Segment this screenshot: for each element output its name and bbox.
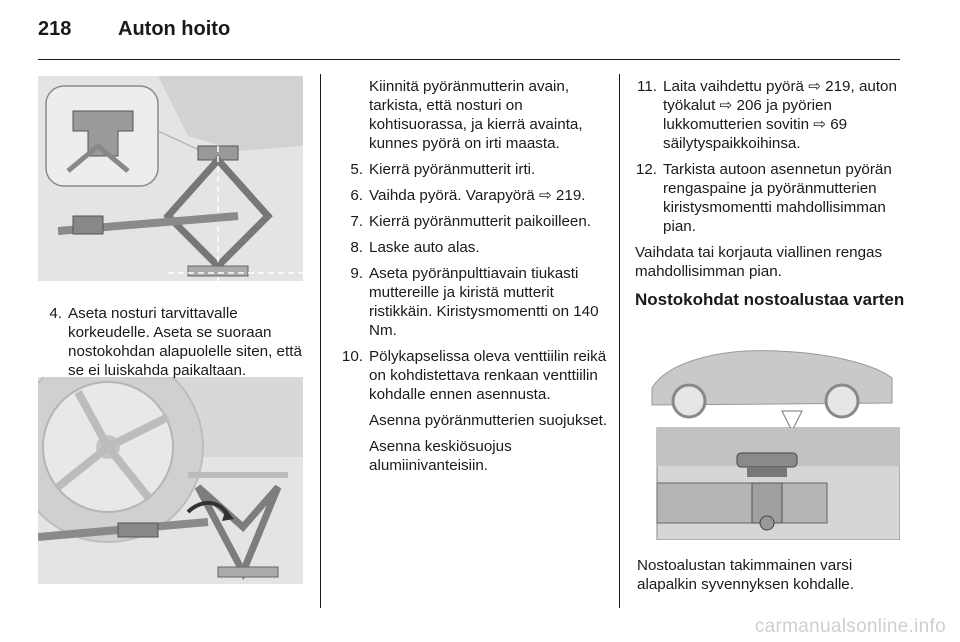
watermark: carmanualsonline.info [754,616,946,637]
figure-jack-under-wheel [38,377,303,584]
figure-lift-point [637,333,900,540]
lift-point-illustration [637,333,900,540]
jack-wheel-illustration [38,377,303,584]
item-text: Vaihda pyörä. Varapyörä ⇨ 219. [369,187,586,204]
column-1 [38,304,310,387]
chapter-title: Auton hoito [118,18,231,40]
paragraph: Vaihdata tai korjauta viallinen rengas mahdollisimman pian. [635,244,883,280]
list-item [627,160,907,236]
item-number: 10. [341,348,363,365]
figure-caption: Nostoalustan takimmainen varsi alapalkin syvennyksen kohdalle. [637,557,854,593]
item-number: 8. [350,239,363,256]
item-number: 4. [49,305,62,322]
item-text: Aseta pyöränpulttiavain tiukasti muttereille ja kiristä mutterit ristikkäin. Kiristysmomentti on 140 Nm. [369,265,599,339]
item-text: Kierrä pyöränmutterit irti. [369,161,536,178]
item-number: 9. [350,265,363,282]
item-text: Kierrä pyöränmutterit paikoilleen. [369,213,592,230]
list-item [38,304,310,380]
sub-paragraph: Asenna pyöränmutterien suojukset. [369,412,608,429]
item-number: 12. [635,161,657,178]
intro-paragraph: Kiinnitä pyöränmutterin avain, tarkista, että nosturi on kohtisuorassa, ja kierrä avainta, kunnes pyörä on irti maasta. [369,78,583,152]
column-divider-1 [320,74,321,608]
section-heading: Nostokohdat nostoalustaa varten [635,290,905,309]
list-item [333,238,611,257]
item-text: Tarkista autoon asennetun pyörän rengaspaine ja pyöränmutterien kiristysmomentti mahdollisimman pian. [663,161,892,235]
column-divider-2 [619,74,620,608]
item-text: Aseta nosturi tarvittavalle korkeudelle. Aseta se suoraan nostokohdan alapuolelle siten, että se ei luiskahda paikaltaan. [68,305,302,379]
list-item [333,186,611,205]
item-number: 7. [350,213,363,230]
item-text: Laita vaihdettu pyörä ⇨ 219, auton työkalut ⇨ 206 ja pyörien lukkomutterien sovitin ⇨ 69 säilytyspaikkoihinsa. [663,78,897,152]
column-2 [333,77,611,482]
page-number: 218 [38,18,72,40]
item-number: 11. [637,78,657,95]
list-item [333,212,611,231]
item-text: Pölykapselissa oleva venttiilin reikä on kohdistettava renkaan venttiilin kohdalle ennen asennusta. [369,348,607,403]
jack-closeup-illustration [38,76,303,281]
sub-paragraph: Asenna keskiösuojus alumiinivanteisiin. [369,438,512,474]
item-number: 6. [350,187,363,204]
item-text: Laske auto alas. [369,239,480,256]
item-number: 5. [350,161,363,178]
list-item [627,77,907,153]
list-item [333,264,611,340]
page-header [38,18,230,41]
list-item [333,160,611,179]
figure-jack-closeup [38,76,303,281]
header-rule [38,59,900,60]
column-3 [627,77,907,310]
list-item [333,347,611,404]
